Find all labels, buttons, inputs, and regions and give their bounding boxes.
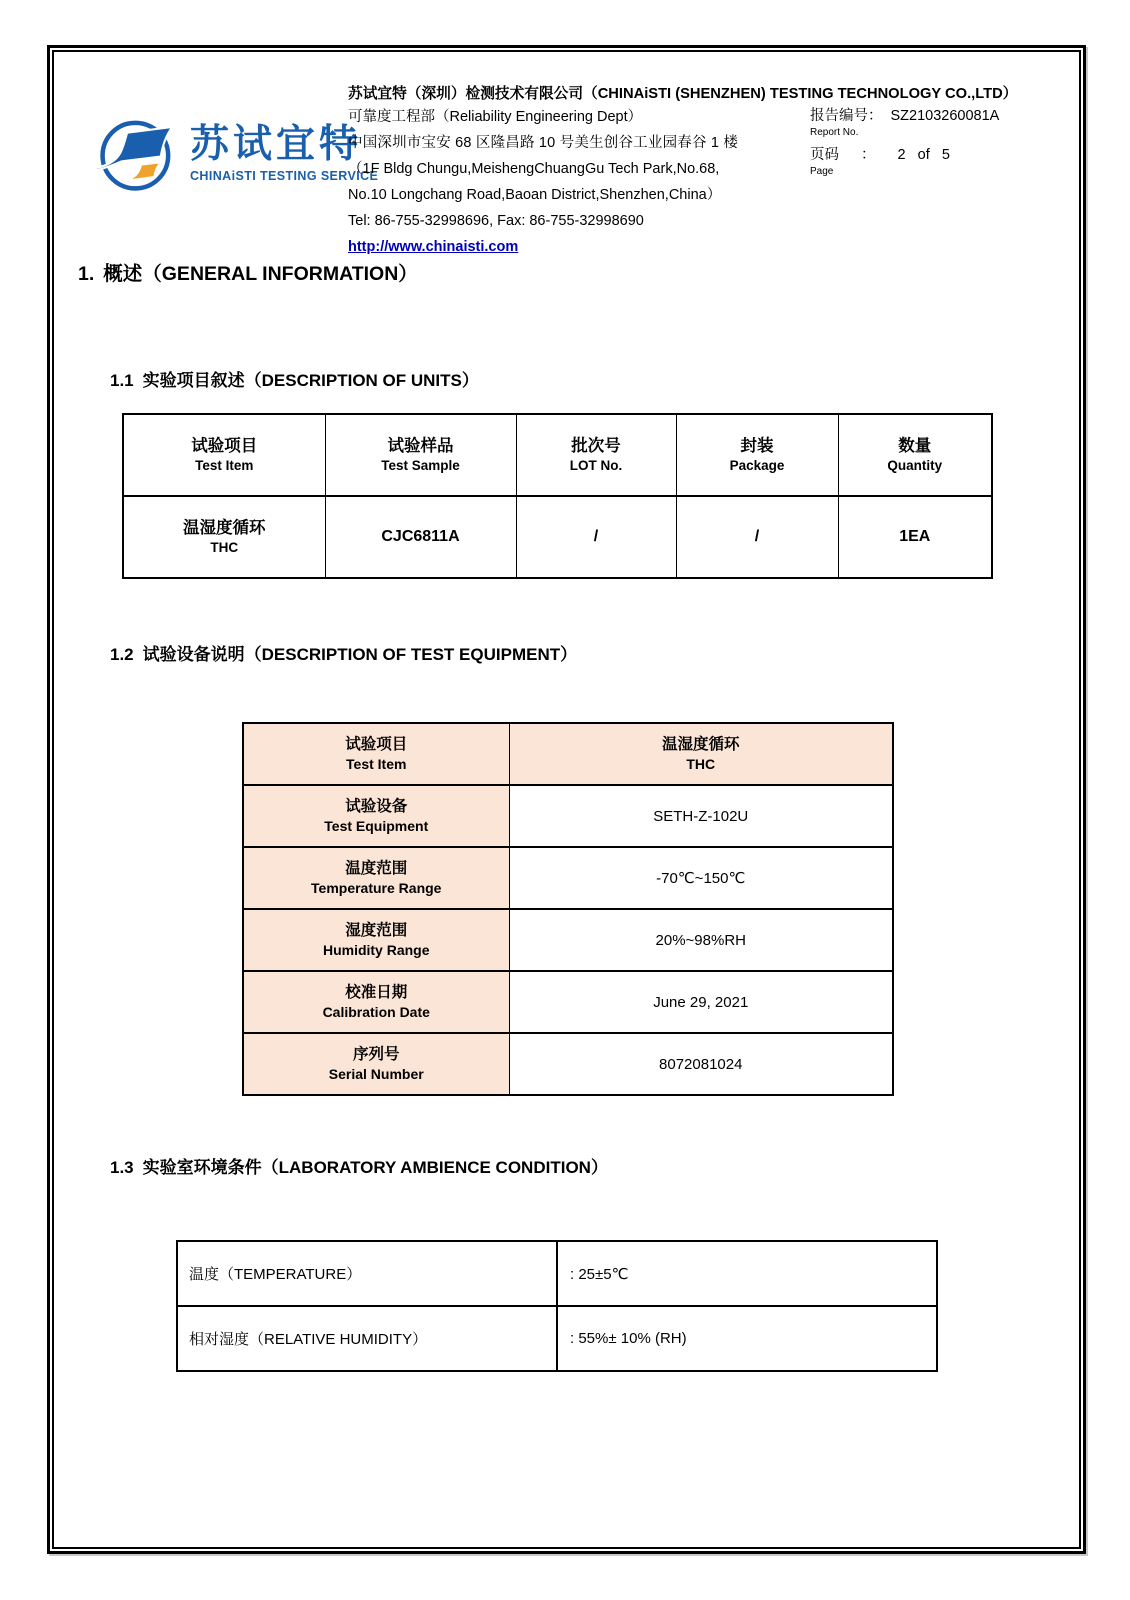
equipment-value-serial-number: 8072081024 xyxy=(509,1033,893,1095)
section-1-3-number: 1.3 xyxy=(110,1158,134,1177)
header-address-block xyxy=(348,104,738,260)
units-col-package: 封装 Package xyxy=(676,414,838,496)
ambience-row-temperature xyxy=(177,1241,937,1306)
report-no-label-en: Report No. xyxy=(810,127,859,138)
ambience-row-humidity xyxy=(177,1306,937,1371)
section-1-title: 概述（GENERAL INFORMATION） xyxy=(103,263,418,285)
units-col-lot-no: 批次号 LOT No. xyxy=(516,414,676,496)
equipment-row-calibration-date xyxy=(243,971,893,1033)
units-col-test-item: 试验项目 Test Item xyxy=(191,437,258,473)
section-1-1-title: 实验项目叙述（DESCRIPTION OF UNITS） xyxy=(142,371,479,390)
equipment-label-test-item: 试验项目 Test Item xyxy=(243,723,509,785)
equipment-value-temperature-range: -70℃~150℃ xyxy=(509,847,893,909)
section-1-1-number: 1.1 xyxy=(110,371,134,390)
section-1-2-number: 1.2 xyxy=(110,645,134,664)
company-name-line: 苏试宜特（深圳）检测技术有限公司（CHINAiSTI (SHENZHEN) TESTING TECHNOLOGY CO.,LTD） xyxy=(348,86,1018,102)
section-1-2-heading xyxy=(110,640,577,665)
ambience-value-humidity: : 55%± 10% (RH) xyxy=(557,1306,937,1371)
equipment-value-calibration-date: June 29, 2021 xyxy=(509,971,893,1033)
units-cell-test-sample: CJC6811A xyxy=(325,496,516,578)
equipment-value-test-item: 温湿度循环 THC xyxy=(509,723,893,785)
units-col-quantity: 数量 Quantity xyxy=(838,414,992,496)
units-cell-lot-no: / xyxy=(516,496,676,578)
page-number-row xyxy=(810,143,999,164)
page-label-cn: 页码 xyxy=(810,147,839,163)
ambience-value-temperature: : 25±5℃ xyxy=(557,1241,937,1306)
company-logo xyxy=(96,112,378,196)
equipment-value-test-equipment: SETH-Z-102U xyxy=(509,785,893,847)
section-1-3-title: 实验室环境条件（LABORATORY AMBIENCE CONDITION） xyxy=(142,1158,608,1177)
report-no-row xyxy=(810,104,999,125)
equipment-row-humidity-range xyxy=(243,909,893,971)
ambience-label-temperature: 温度（TEMPERATURE） xyxy=(189,1266,362,1283)
units-table-data-row xyxy=(123,496,992,578)
page-number-value: 2 of 5 xyxy=(897,147,950,163)
address-en-2: No.10 Longchang Road,Baoan District,Shenzhen,China） xyxy=(348,187,722,203)
units-cell-package: / xyxy=(676,496,838,578)
units-table xyxy=(122,413,993,579)
brand-name-cn: 苏试宜特 xyxy=(190,123,363,167)
ambience-table xyxy=(176,1240,938,1372)
units-cell-quantity: 1EA xyxy=(838,496,992,578)
report-no-value: SZ2103260081A xyxy=(890,108,1000,124)
equipment-row-serial-number xyxy=(243,1033,893,1095)
equipment-row-test-item xyxy=(243,723,893,785)
equipment-value-humidity-range: 20%~98%RH xyxy=(509,909,893,971)
section-1-2-title: 试验设备说明（DESCRIPTION OF TEST EQUIPMENT） xyxy=(142,645,578,664)
section-1-heading xyxy=(78,258,418,286)
chinaisti-logo-icon xyxy=(96,112,178,196)
page-label-en: Page xyxy=(810,166,834,177)
equipment-table xyxy=(242,722,894,1096)
report-no-label-cn: 报告编号： xyxy=(810,108,883,124)
units-col-test-sample: 试验样品 Test Sample xyxy=(325,414,516,496)
equipment-label-serial-number: 序列号 Serial Number xyxy=(243,1033,509,1095)
report-meta-block xyxy=(810,104,999,178)
units-table-header-row xyxy=(123,414,992,496)
department-line: 可靠度工程部（Reliability Engineering Dept） xyxy=(348,109,643,125)
tel-fax-line: Tel: 86-755-32998696, Fax: 86-755-32998690 xyxy=(348,213,644,229)
equipment-row-temperature-range xyxy=(243,847,893,909)
section-1-1-heading xyxy=(110,366,479,391)
address-cn: 中国深圳市宝安 68 区隆昌路 10 号美生创谷工业园春谷 1 楼 xyxy=(348,135,739,151)
brand-name-en: CHINAiSTI TESTING SERVICE xyxy=(190,168,379,183)
ambience-label-humidity: 相对湿度（RELATIVE HUMIDITY） xyxy=(177,1306,557,1371)
equipment-label-humidity-range: 湿度范围 Humidity Range xyxy=(243,909,509,971)
equipment-label-calibration-date: 校准日期 Calibration Date xyxy=(243,971,509,1033)
website-link[interactable]: http://www.chinaisti.com xyxy=(348,239,519,255)
equipment-label-temperature-range: 温度范围 Temperature Range xyxy=(243,847,509,909)
section-1-number: 1. xyxy=(78,263,95,285)
section-1-3-heading xyxy=(110,1153,608,1178)
page-colon: ： xyxy=(861,147,876,163)
equipment-row-test-equipment xyxy=(243,785,893,847)
address-en-1: （1F Bldg Chungu,MeishengChuangGu Tech Park,No.68, xyxy=(348,161,720,177)
units-cell-test-item: 温湿度循环 THC xyxy=(123,496,325,578)
equipment-label-test-equipment: 试验设备 Test Equipment xyxy=(243,785,509,847)
